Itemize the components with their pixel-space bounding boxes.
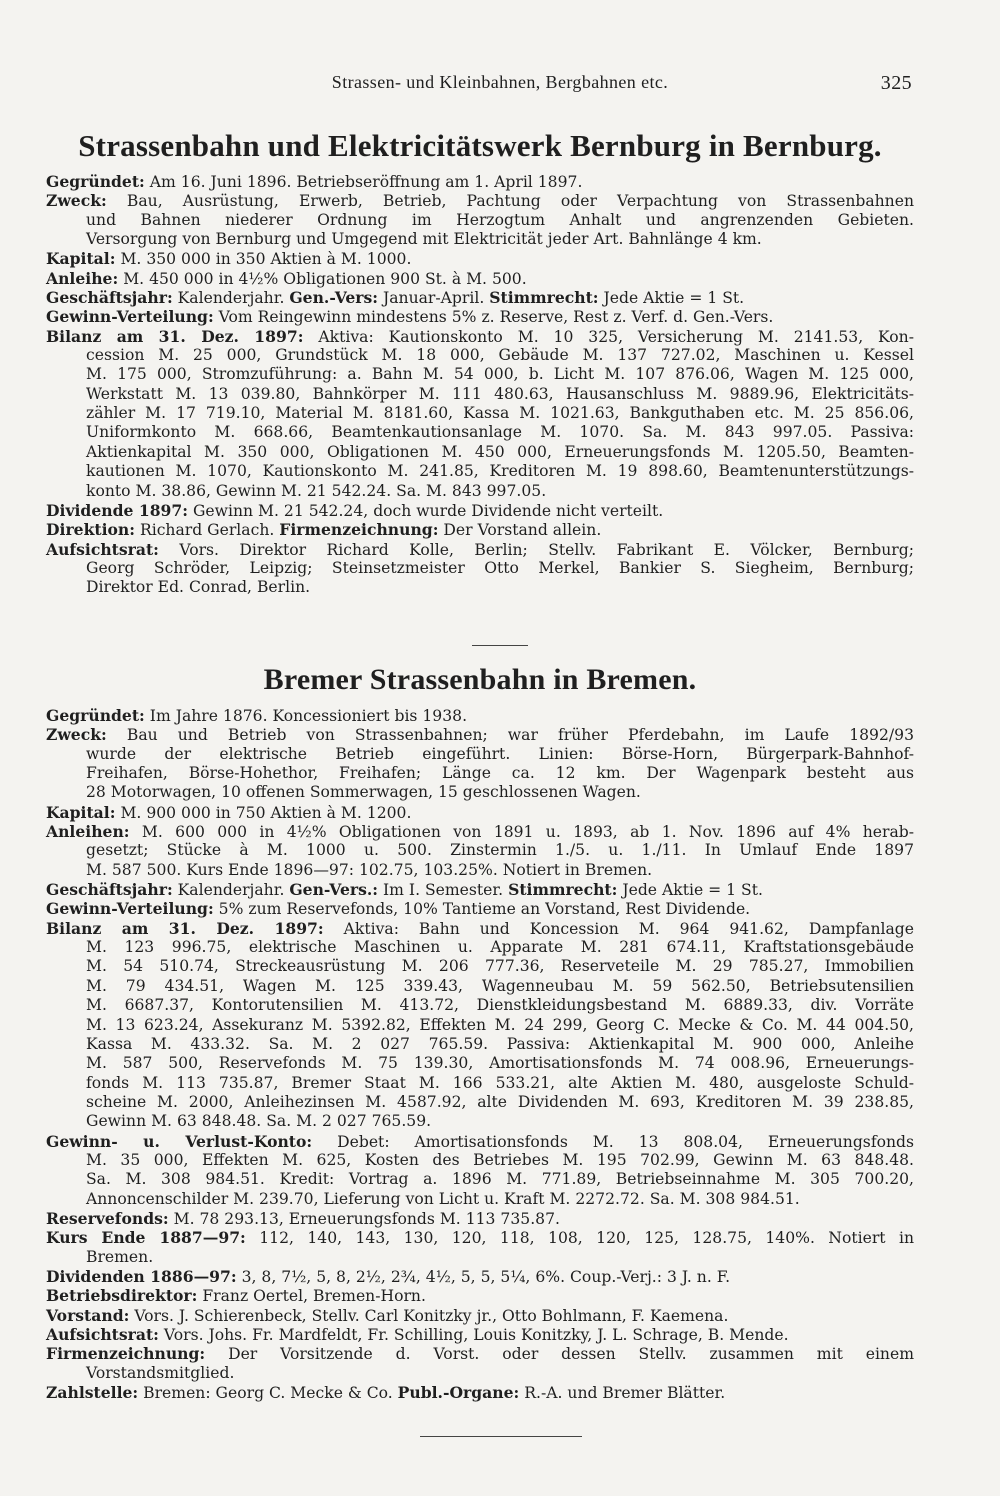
field-text: Uniformkonto M. 668.66, Beamtenkautionsanlage M. 1070. Sa. M. 843 997.05. Passiva: [86, 423, 914, 442]
field-text: Vom Reingewinn mindestens 5% z. Reserve, Rest z. Verf. d. Gen.-Vers. [213, 308, 774, 327]
field-text: fonds M. 113 735.87, Bremer Staat M. 166 533.21, alte Aktien M. 480, ausgeloste Schuld- [86, 1073, 914, 1092]
field-label: Gegründet: [46, 706, 145, 725]
field-text: Franz Oertel, Bremen-Horn. [197, 1287, 426, 1306]
text-line [46, 1344, 914, 1363]
text-line [46, 783, 914, 802]
field-text: Kalenderjahr. [172, 881, 290, 900]
text-line [46, 1170, 914, 1189]
field-text: Sa. M. 308 984.51. Kredit: Vortrag a. 1896 M. 771.89, Betriebseinnahme M. 305 700.20, [86, 1170, 914, 1189]
field-label: Zweck: [46, 191, 107, 211]
field-label: Dividende 1897: [46, 500, 189, 520]
text-line [46, 1093, 914, 1112]
text-line [46, 938, 914, 957]
text-line [46, 1306, 914, 1325]
text-line [46, 1132, 914, 1151]
field-text: M. 54 510.74, Streckeausrüstung M. 206 777.36, Reserveteile M. 29 785.27, Immobilien [86, 957, 914, 976]
field-text: Am 16. Juni 1896. Betriebseröffnung am 1. April 1897. [144, 173, 583, 191]
text-line [46, 1364, 914, 1383]
field-text: wurde der elektrische Betrieb eingeführt. Linien: Börse-Horn, Bürgerpark-Bahnhof- [86, 744, 914, 763]
text-line [46, 822, 914, 841]
text-line [46, 1074, 914, 1093]
text-line [46, 1286, 914, 1305]
field-text: R.-A. und Bremer Blätter. [519, 1384, 726, 1403]
field-label: Vorstand: [46, 1305, 130, 1325]
field-label: Anleihe: [46, 268, 119, 288]
text-line [46, 520, 914, 539]
field-text: Vors. J. Schierenbeck, Stellv. Carl Konitzky jr., Otto Bohlmann, F. Kaemena. [129, 1306, 729, 1325]
text-line [46, 365, 914, 384]
field-text: Bremen. [86, 1247, 154, 1266]
field-text: gesetzt; Stücke à M. 1000 u. 500. Zinstermin 1./5. u. 1./11. In Umlauf Ende 1897 [86, 841, 914, 860]
field-label: Firmenzeichnung: [46, 1344, 206, 1364]
firm-title: Bremer Strassenbahn in Bremen. [263, 663, 697, 696]
field-label: Stimmrecht: [489, 288, 599, 308]
field-text: Bau und Betrieb von Strassenbahnen; war früher Pferdebahn, im Laufe 1892/93 [106, 726, 914, 745]
field-text: M. 13 623.24, Assekuranz M. 5392.82, Effekten M. 24 299, Georg C. Mecke & Co. M. 44 004.50, [86, 1015, 914, 1034]
field-text: Bau, Ausrüstung, Erwerb, Betrieb, Pachtung oder Verpachtung von Strassenbahnen [106, 192, 914, 211]
field-text: M. 587 500, Reservefonds M. 75 139.30, Amortisationsfonds M. 74 008.96, Erneuerungs- [86, 1054, 914, 1073]
field-text: Versorgung von Bernburg und Umgegend mit Elektricität jeder Art. Bahnlänge 4 km. [86, 230, 762, 249]
field-text: M. 6687.37, Kontorutensilien M. 413.72, Dienstkleidungsbestand M. 6889.33, div. Vorräte [86, 996, 914, 1015]
firm-body [46, 172, 914, 598]
text-line [46, 385, 914, 404]
text-line [46, 745, 914, 764]
text-line [46, 1016, 914, 1035]
text-line [46, 1267, 914, 1286]
field-text: Annoncenschilder M. 239.70, Lieferung von Licht u. Kraft M. 2272.72. Sa. M. 308 984.51. [86, 1189, 800, 1208]
text-line [46, 1383, 914, 1402]
field-label: Gegründet: [46, 172, 145, 191]
text-line [46, 841, 914, 860]
text-line [46, 957, 914, 976]
text-line [46, 1190, 914, 1209]
text-line [46, 540, 914, 559]
field-label: Gewinn-Verteilung: [46, 899, 214, 919]
field-label: Zweck: [46, 725, 107, 745]
field-label: Dividenden 1886—97: [46, 1266, 237, 1286]
firm-title: Strassenbahn und Elektricitätswerk Bernburg in Bernburg. [78, 128, 882, 163]
field-label: Aufsichtsrat: [46, 539, 159, 559]
field-label: Kapital: [46, 802, 116, 822]
text-line [46, 1209, 914, 1228]
field-text: Januar-April. [378, 289, 490, 308]
text-line [46, 1325, 914, 1344]
text-line [46, 462, 914, 481]
text-line [46, 899, 914, 918]
field-text: 112, 140, 143, 130, 120, 118, 108, 120, 125, 128.75, 140%. Notiert in [245, 1229, 914, 1248]
field-label: Gewinn-Verteilung: [46, 307, 214, 327]
text-line [46, 307, 914, 326]
field-label: Kapital: [46, 249, 116, 269]
field-text: Im I. Semester. [378, 881, 509, 900]
field-label: Bilanz am 31. Dez. 1897: [46, 918, 324, 938]
field-text: Gewinn M. 63 848.48. Sa. M. 2 027 765.59. [86, 1112, 432, 1131]
field-text: M. 35 000, Effekten M. 625, Kosten des Betriebes M. 195 702.99, Gewinn M. 63 848.48. [86, 1150, 914, 1169]
text-line [46, 443, 914, 462]
field-label: Gen.-Vers: [289, 288, 379, 308]
field-text: Vors. Direktor Richard Kolle, Berlin; Stellv. Fabrikant E. Völcker, Bernburg; [158, 540, 914, 559]
field-text: M. 587 500. Kurs Ende 1896—97: 102.75, 103.25%. Notiert in Bremen. [86, 860, 653, 879]
field-label: Publ.-Organe: [397, 1383, 520, 1403]
field-text: Der Vorsitzende d. Vorst. oder dessen Stellv. zusammen mit einem [205, 1345, 914, 1364]
text-line [46, 211, 914, 230]
field-label: Firmenzeichnung: [279, 520, 439, 540]
field-text: Aktiva: Bahn und Koncession M. 964 941.62, Dampfanlage [323, 919, 914, 938]
text-line [46, 1112, 914, 1131]
text-line [46, 346, 914, 365]
text-line [46, 423, 914, 442]
field-label: Geschäftsjahr: [46, 880, 173, 900]
field-text: kautionen M. 1070, Kautionskonto M. 241.85, Kreditoren M. 19 898.60, Beamtenunterstützungs- [86, 462, 914, 481]
field-label: Direktion: [46, 520, 136, 540]
field-label: Zahlstelle: [46, 1383, 139, 1403]
firm-entry-bremen [46, 660, 914, 1402]
field-text: 3, 8, 7½, 5, 8, 2½, 2¾, 4½, 5, 5, 5¼, 6%. Coup.-Verj.: 3 J. n. F. [236, 1267, 731, 1286]
text-line [46, 230, 914, 249]
text-line [46, 1228, 914, 1247]
field-text: M. 78 293.13, Erneuerungsfonds M. 113 735.87. [168, 1209, 560, 1228]
field-text: Kassa M. 433.32. Sa. M. 2 027 765.59. Passiva: Aktienkapital M. 900 000, Anleihe [86, 1034, 914, 1053]
field-text: 5% zum Reservefonds, 10% Tantieme an Vorstand, Rest Dividende. [213, 900, 751, 919]
text-line [46, 1248, 914, 1267]
text-line [46, 1151, 914, 1170]
field-text: M. 79 434.51, Wagen M. 125 339.43, Wagenneubau M. 59 562.50, Betriebsutensilien [86, 976, 914, 995]
field-text: Der Vorstand allein. [438, 521, 602, 540]
field-text: Kalenderjahr. [172, 289, 290, 308]
field-label: Kurs Ende 1887—97: [46, 1228, 246, 1248]
field-label: Reservefonds: [46, 1208, 169, 1228]
field-text: M. 900 000 in 750 Aktien à M. 1200. [115, 803, 412, 822]
text-line [46, 288, 914, 307]
field-text: M. 123 996.75, elektrische Maschinen u. Apparate M. 281 674.11, Kraftstationsgebäude [86, 938, 914, 957]
text-line [46, 172, 914, 191]
text-line [46, 996, 914, 1015]
field-text: Direktor Ed. Conrad, Berlin. [86, 578, 311, 597]
text-line [46, 559, 914, 578]
text-line [46, 764, 914, 783]
text-line [46, 706, 914, 725]
field-text: M. 350 000 in 350 Aktien à M. 1000. [115, 250, 412, 269]
field-text: Bremen: Georg C. Mecke & Co. [138, 1384, 398, 1403]
field-text: Gewinn M. 21 542.24, doch wurde Dividende nicht verteilt. [188, 501, 664, 520]
field-text: Im Jahre 1876. Koncessioniert bis 1938. [144, 707, 468, 725]
text-line [46, 1035, 914, 1054]
field-text: zähler M. 17 719.10, Material M. 8181.60, Kassa M. 1021.63, Bankguthaben etc. M. 25 856.06, [86, 404, 914, 423]
field-text: cession M. 25 000, Grundstück M. 18 000, Gebäude M. 137 727.02, Maschinen u. Kessel [86, 346, 914, 365]
field-text: Vors. Johs. Fr. Mardfeldt, Fr. Schilling, Louis Konitzky, J. L. Schrage, B. Mende. [158, 1326, 789, 1344]
field-label: Betriebsdirektor: [46, 1286, 198, 1306]
text-line [46, 482, 914, 501]
page-number: 325 [880, 72, 912, 94]
field-text: Jede Aktie = 1 St. [598, 289, 745, 308]
field-label: Stimmrecht: [508, 880, 618, 900]
field-text: 28 Motorwagen, 10 offenen Sommerwagen, 15 geschlossenen Wagen. [86, 783, 641, 802]
text-line [46, 404, 914, 423]
field-text: Aktienkapital M. 350 000, Obligationen M. 450 000, Erneuerungsfonds M. 1205.50, Beamten- [86, 442, 914, 461]
running-title: Strassen- und Kleinbahnen, Bergbahnen etc. [331, 72, 669, 92]
field-text: M. 600 000 in 4½% Obligationen von 1891 u. 1893, ab 1. Nov. 1896 auf 4% herab- [129, 823, 914, 842]
text-line [46, 191, 914, 210]
field-label: Gewinn- u. Verlust-Konto: [46, 1131, 313, 1151]
field-label: Geschäftsjahr: [46, 288, 173, 308]
field-text: Richard Gerlach. [135, 521, 280, 540]
text-line [46, 919, 914, 938]
text-line [46, 501, 914, 520]
field-text: Aktiva: Kautionskonto M. 10 325, Versicherung M. 2141.53, Kon- [303, 327, 914, 346]
text-line [46, 269, 914, 288]
firm-body [46, 706, 914, 1402]
text-line [46, 861, 914, 880]
text-line [46, 327, 914, 346]
text-line [46, 880, 914, 899]
field-text: M. 450 000 in 4½% Obligationen 900 St. à M. 500. [118, 269, 527, 288]
field-text: Werkstatt M. 13 039.80, Bahnkörper M. 111 480.63, Hausanschluss M. 9889.96, Elektricitäts- [86, 384, 914, 403]
field-text: konto M. 38.86, Gewinn M. 21 542.24. Sa. M. 843 997.05. [86, 481, 547, 500]
field-text: M. 175 000, Stromzuführung: a. Bahn M. 54 000, b. Licht M. 107 876.06, Wagen M. 125 000, [86, 365, 914, 384]
field-label: Gen-Vers.: [289, 880, 379, 900]
field-text: und Bahnen niederer Ordnung im Herzogtum Anhalt und angrenzenden Gebieten. [86, 210, 914, 229]
field-label: Anleihen: [46, 822, 130, 842]
text-line [46, 249, 914, 268]
field-text: Georg Schröder, Leipzig; Steinsetzmeister Otto Merkel, Bankier S. Siegheim, Bernburg; [86, 558, 914, 577]
firm-entry-bernburg [46, 126, 914, 598]
field-text: Debet: Amortisationsfonds M. 13 808.04, Erneuerungsfonds [312, 1132, 915, 1151]
text-line [46, 1054, 914, 1073]
section-divider [472, 645, 528, 646]
field-text: Vorstandsmitglied. [86, 1363, 235, 1382]
text-line [46, 977, 914, 996]
text-line [46, 578, 914, 597]
field-text: Freihafen, Börse-Hohethor, Freihafen; Länge ca. 12 km. Der Wagenpark besteht aus [86, 764, 914, 783]
field-text: Jede Aktie = 1 St. [617, 881, 763, 900]
end-rule [420, 1436, 582, 1437]
text-line [46, 803, 914, 822]
field-text: scheine M. 2000, Anleihezinsen M. 4587.92, alte Dividenden M. 693, Kreditoren M. 39 238.85, [86, 1092, 914, 1111]
field-label: Bilanz am 31. Dez. 1897: [46, 326, 304, 346]
field-label: Aufsichtsrat: [46, 1325, 159, 1344]
text-line [46, 725, 914, 744]
